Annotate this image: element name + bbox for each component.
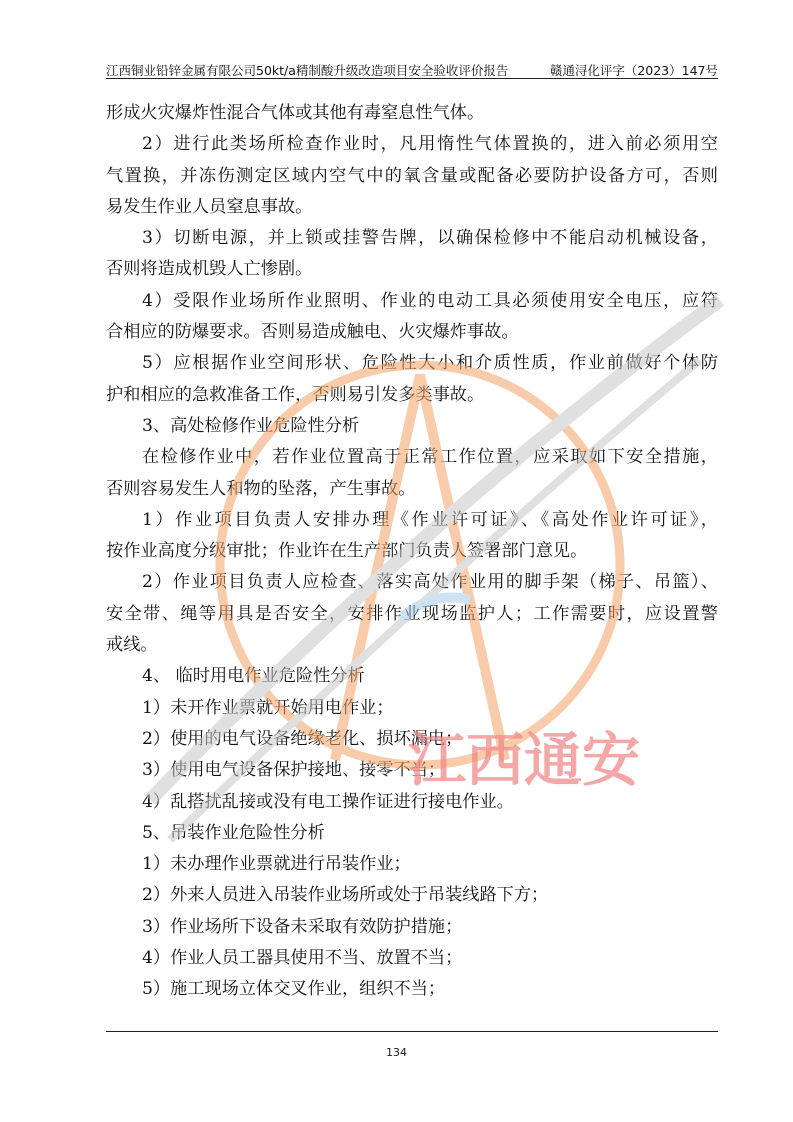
text-line: 否则容易发生人和物的坠落，产生事故。 [106, 478, 416, 499]
text-line: 1）作业项目负责人安排办理《作业许可证》、《高处作业许可证》， [142, 509, 718, 530]
header-document-number: 赣通浔化评字（2023）147号 [549, 63, 718, 78]
text-line: 护和相应的急救准备工作，否则易引发多类事故。 [106, 384, 485, 405]
text-line: 形成火灾爆炸性混合气体或其他有毒窒息性气体。 [106, 103, 485, 123]
text-line: 4）作业人员工器具使用不当、放置不当； [142, 948, 463, 969]
text-line: 4、 临时用电作业危险性分析 [142, 666, 365, 687]
text-line: 4）乱搭扰乱接或没有电工操作证进行接电作业。 [142, 791, 514, 812]
page-number: 134 [386, 1046, 407, 1059]
text-line: 合相应的防爆要求。否则易造成触电、火灾爆炸事故。 [106, 322, 519, 343]
footer-divider [106, 1031, 718, 1032]
text-line: 易发生作业人员窒息事故。 [106, 196, 313, 217]
text-line: 安全带、绳等用具是否安全，安排作业现场监护人；工作需要时，应设置警 [106, 603, 718, 624]
text-line: 在检修作业中，若作业位置高于正常工作位置，应采取如下安全措施， [142, 447, 718, 468]
text-line: 3、高处检修作业危险性分析 [142, 415, 360, 436]
text-line: 5）施工现场立体交叉作业，组织不当； [142, 979, 446, 1000]
text-line: 3）作业场所下设备未采取有效防护措施； [142, 916, 463, 937]
text-line: 2）作业项目负责人应检查、落实高处作业用的脚手架（梯子、吊篮）、 [142, 572, 718, 593]
page-body [106, 98, 718, 1006]
text-line: 戒线。 [106, 635, 158, 656]
text-line: 1）未开作业票就开始用电作业； [142, 697, 394, 718]
text-line: 4）受限作业场所作业照明、作业的电动工具必须使用安全电压，应符 [142, 290, 718, 311]
text-line: 5）应根据作业空间形状、危险性大小和介质性质，作业前做好个体防 [142, 353, 718, 374]
text-line: 2）使用的电气设备绝缘老化、损坏漏电； [142, 728, 463, 749]
text-line: 气置换，并冻伤测定区域内空气中的氧含量或配备必要防护设备方可，否则 [106, 165, 718, 186]
text-line: 2）外来人员进入吊装作业场所或处于吊装线路下方； [142, 885, 549, 906]
page-header [106, 58, 718, 78]
text-line: 1）未办理作业票就进行吊装作业； [142, 854, 411, 875]
text-line: 2）进行此类场所检查作业时，凡用惰性气体置换的，进入前必须用空 [142, 134, 718, 155]
header-divider [106, 78, 718, 79]
text-line: 3）切断电源，并上锁或挂警告牌，以确保检修中不能启动机械设备， [142, 228, 718, 249]
header-report-title: 江西铜业铅锌金属有限公司50kt/a精制酸升级改造项目安全验收评价报告 [106, 63, 509, 78]
text-line: 按作业高度分级审批；作业许在生产部门负责人签署部门意见。 [106, 541, 588, 562]
watermark-text: 江西通安 [408, 726, 641, 794]
text-line: 否则将造成机毁人亡惨剧。 [106, 259, 313, 280]
text-line: 3）使用电气设备保护接地、接零不当； [142, 760, 446, 781]
text-line: 5、吊装作业危险性分析 [142, 822, 325, 843]
